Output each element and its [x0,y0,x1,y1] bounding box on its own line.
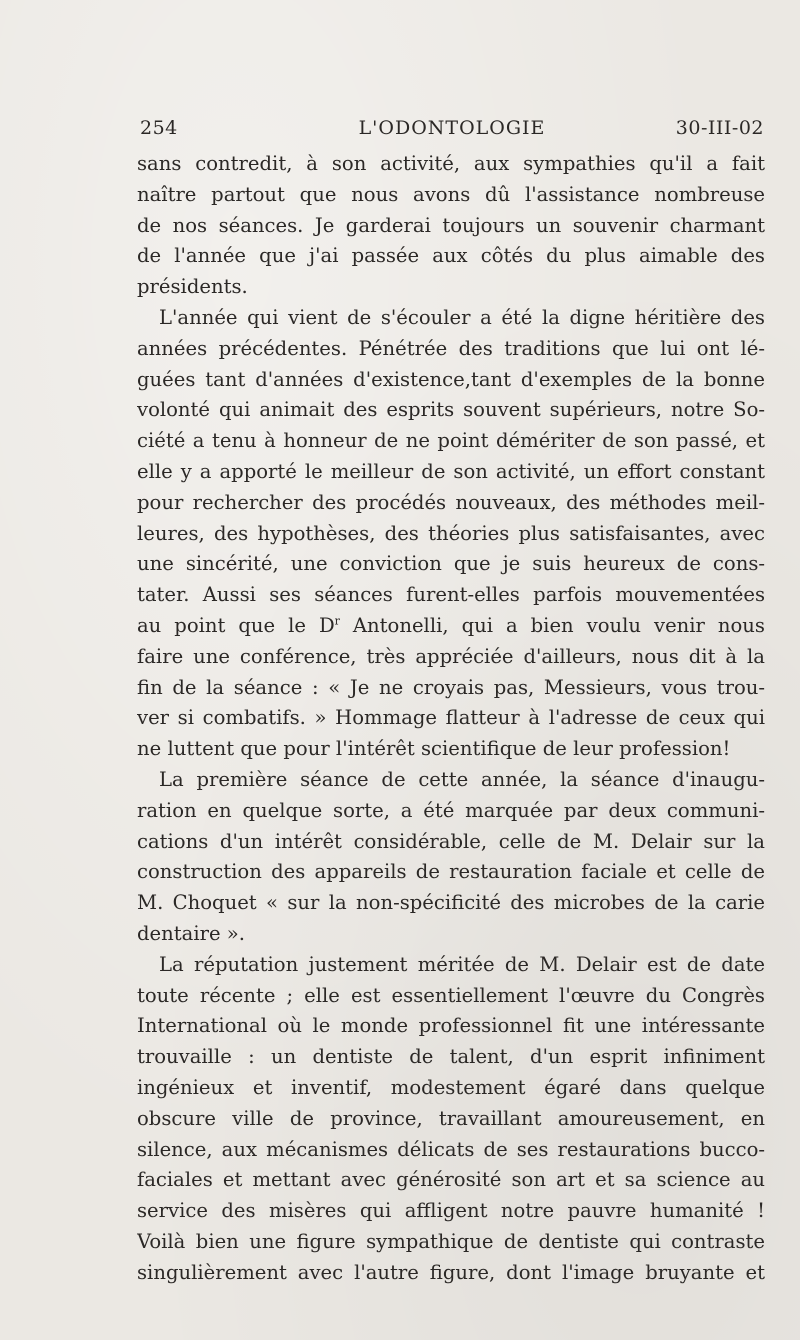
text-line: fin de la séance : « Je ne croyais pas, Messieurs, vous trou- [137,675,765,699]
text-line: ingénieux et inventif, modestement égaré dans quelque [137,1075,765,1099]
text-line: International où le monde professionnel fit une intéressante [137,1014,765,1038]
text-line: M. Choquet « sur la non-spécificité des microbes de la carie [137,891,765,915]
text-line: singulièrement avec l'autre figure, dont l'image bruyante et [137,1260,765,1284]
text-line: une sincérité, une conviction que je suis heureux de cons- [137,552,765,576]
text-line-with-superscript [137,611,765,642]
text-line: pour rechercher des procédés nouveaux, des méthodes meil- [137,490,765,514]
page-number: 254 [140,117,178,139]
text-line: Voilà bien une figure sympathique de dentiste qui contraste [137,1229,765,1253]
text-segment: au point que le D [137,613,335,637]
text-line: présidents. [137,275,248,299]
text-line: elle y a apporté le meilleur de son activité, un effort constant [137,459,765,483]
text-line: leures, des hypothèses, des théories plus satisfaisantes, avec [137,521,765,545]
text-line: toute récente ; elle est essentiellement l'œuvre du Congrès [137,983,765,1007]
text-line: ne luttent que pour l'intérêt scientifique de leur profession! [137,737,731,761]
text-line: naître partout que nous avons dû l'assistance nombreuse [137,182,765,206]
text-line: ciété a tenu à honneur de ne point démériter de son passé, et [137,429,765,453]
text-line: années précédentes. Pénétrée des traditions que lui ont lé- [137,336,765,360]
issue-date: 30-III-02 [675,117,764,139]
text-line: tater. Aussi ses séances furent-elles parfois mouvementées [137,583,765,607]
text-line: sans contredit, à son activité, aux sympathies qu'il a fait [137,152,765,175]
text-line: faciales et mettant avec générosité son art et sa science au [137,1168,765,1192]
paragraph-start-line: La première séance de cette année, la séance d'inaugu- [159,767,765,791]
text-line: dentaire ». [137,921,245,945]
paragraph-start-line: L'année qui vient de s'écouler a été la digne héritière des [159,305,765,329]
journal-title: L'ODONTOLOGIE [358,117,546,139]
text-line: guées tant d'années d'existence,tant d'exemples de la bonne [137,367,765,391]
text-line: trouvaille : un dentiste de talent, d'un esprit infiniment [137,1045,765,1069]
text-line: faire une conférence, très appréciée d'ailleurs, nous dit à la [137,644,765,668]
text-line: volonté qui animait des esprits souvent supérieurs, notre So- [137,398,765,422]
text-line: de nos séances. Je garderai toujours un souvenir charmant [137,213,765,237]
paragraph-start-line: La réputation justement méritée de M. Delair est de date [159,952,765,976]
text-segment: Antonelli, qui a bien voulu venir nous [339,613,765,637]
text-line: de l'année que j'ai passée aux côtés du plus aimable des [137,244,765,268]
text-line: silence, aux mécanismes délicats de ses restaurations bucco- [137,1137,765,1161]
text-line: cations d'un intérêt considérable, celle de M. Delair sur la [137,829,765,853]
text-line: ration en quelque sorte, a été marquée par deux communi- [137,798,765,822]
superscript: r [334,614,340,628]
running-head [140,117,764,143]
text-line: service des misères qui affligent notre pauvre humanité ! [137,1199,765,1223]
body-text [137,149,765,1288]
text-line: obscure ville de province, travaillant amoureusement, en [137,1106,765,1130]
text-line: ver si combatifs. » Hommage flatteur à l'adresse de ceux qui [137,706,765,730]
text-line: construction des appareils de restauration faciale et celle de [137,860,765,884]
